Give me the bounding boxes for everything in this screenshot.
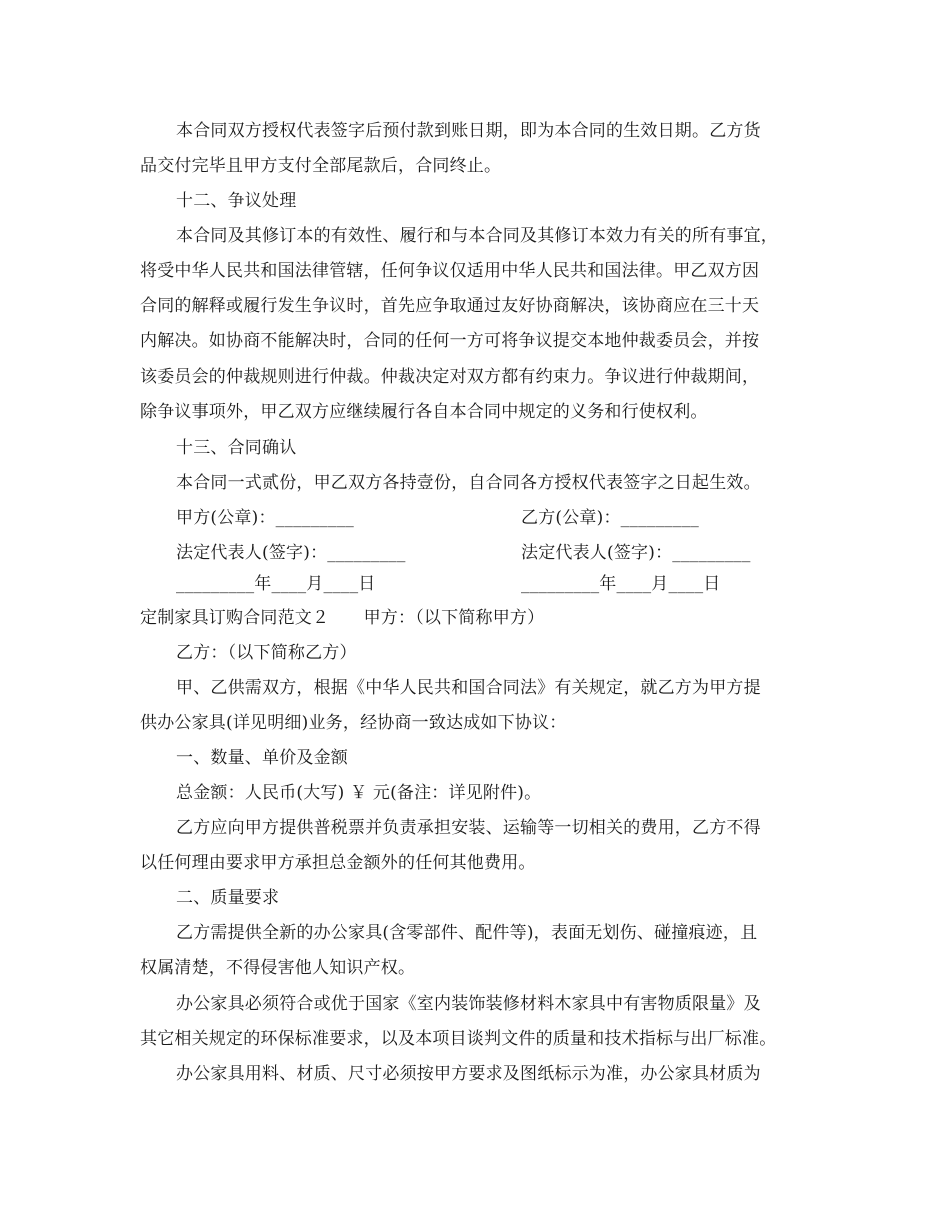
paragraph-line: 本合同双方授权代表签字后预付款到账日期，即为本合同的生效日期。乙方货: [176, 121, 761, 141]
party-a-seal: 甲方(公章)：_________: [176, 508, 354, 528]
paragraph-line: 该委员会的仲裁规则进行仲裁。仲裁决定对双方都有约束力。争议进行仲裁期间，: [140, 367, 760, 387]
paragraph-line: 本合同一式贰份，甲乙双方各持壹份，自合同各方授权代表签字之日起生效。: [176, 473, 761, 493]
paragraph-line: 以任何理由要求甲方承担总金额外的任何其他费用。: [140, 853, 536, 873]
party-b-date: _________年____月____日: [521, 574, 721, 594]
section-heading: 十二、争议处理: [176, 191, 297, 211]
party-b-representative: 法定代表人(签字)：_________: [521, 543, 751, 563]
paragraph-line: 乙方应向甲方提供普税票并负责承担安装、运输等一切相关的费用，乙方不得: [176, 818, 761, 838]
paragraph-line: 品交付完毕且甲方支付全部尾款后，合同终止。: [140, 156, 502, 176]
paragraph-line: 甲、乙供需双方，根据《中华人民共和国合同法》有关规定，就乙方为甲方提: [176, 678, 761, 698]
paragraph-line: 合同的解释或履行发生争议时，首先应争取通过友好协商解决，该协商应在三十天: [140, 296, 760, 316]
paragraph-line: 总金额：人民币(大写) ￥ 元(备注：详见附件)。: [176, 783, 542, 803]
paragraph-line: 除争议事项外，甲乙双方应继续履行各自本合同中规定的义务和行使权利。: [140, 402, 708, 422]
party-a-representative: 法定代表人(签字)：_________: [176, 543, 406, 563]
paragraph-line: 乙方需提供全新的办公家具(含零部件、配件等)，表面无划伤、碰撞痕迹，且: [176, 923, 758, 943]
contract-title-line: 定制家具订购合同范文２ 甲方：（以下简称甲方）: [140, 608, 545, 628]
paragraph-line: 乙方：（以下简称乙方）: [176, 643, 357, 663]
paragraph-line: 将受中华人民共和国法律管辖，任何争议仅适用中华人民共和国法律。甲乙双方因: [140, 261, 760, 281]
section-heading: 十三、合同确认: [176, 438, 297, 458]
paragraph-line: 其它相关规定的环保标准要求，以及本项目谈判文件的质量和技术指标与出厂标准。: [140, 1029, 777, 1049]
paragraph-line: 供办公家具(详见明细)业务，经协商一致达成如下协议：: [140, 713, 567, 733]
party-b-seal: 乙方(公章)：_________: [521, 508, 699, 528]
paragraph-line: 办公家具必须符合或优于国家《室内装饰装修材料木家具中有害物质限量》及: [176, 994, 761, 1014]
paragraph-line: 权属清楚，不得侵害他人知识产权。: [140, 958, 416, 978]
paragraph-line: 内解决。如协商不能解决时，合同的任何一方可将争议提交本地仲裁委员会，并按: [140, 331, 760, 351]
paragraph-line: 本合同及其修订本的有效性、履行和与本合同及其修订本效力有关的所有事宜，: [176, 226, 778, 246]
paragraph-line: 办公家具用料、材质、尺寸必须按甲方要求及图纸标示为准，办公家具材质为: [176, 1064, 761, 1084]
party-a-date: _________年____月____日: [176, 574, 376, 594]
section-heading: 一、数量、单价及金额: [176, 748, 348, 768]
section-heading: 二、质量要求: [176, 888, 280, 908]
